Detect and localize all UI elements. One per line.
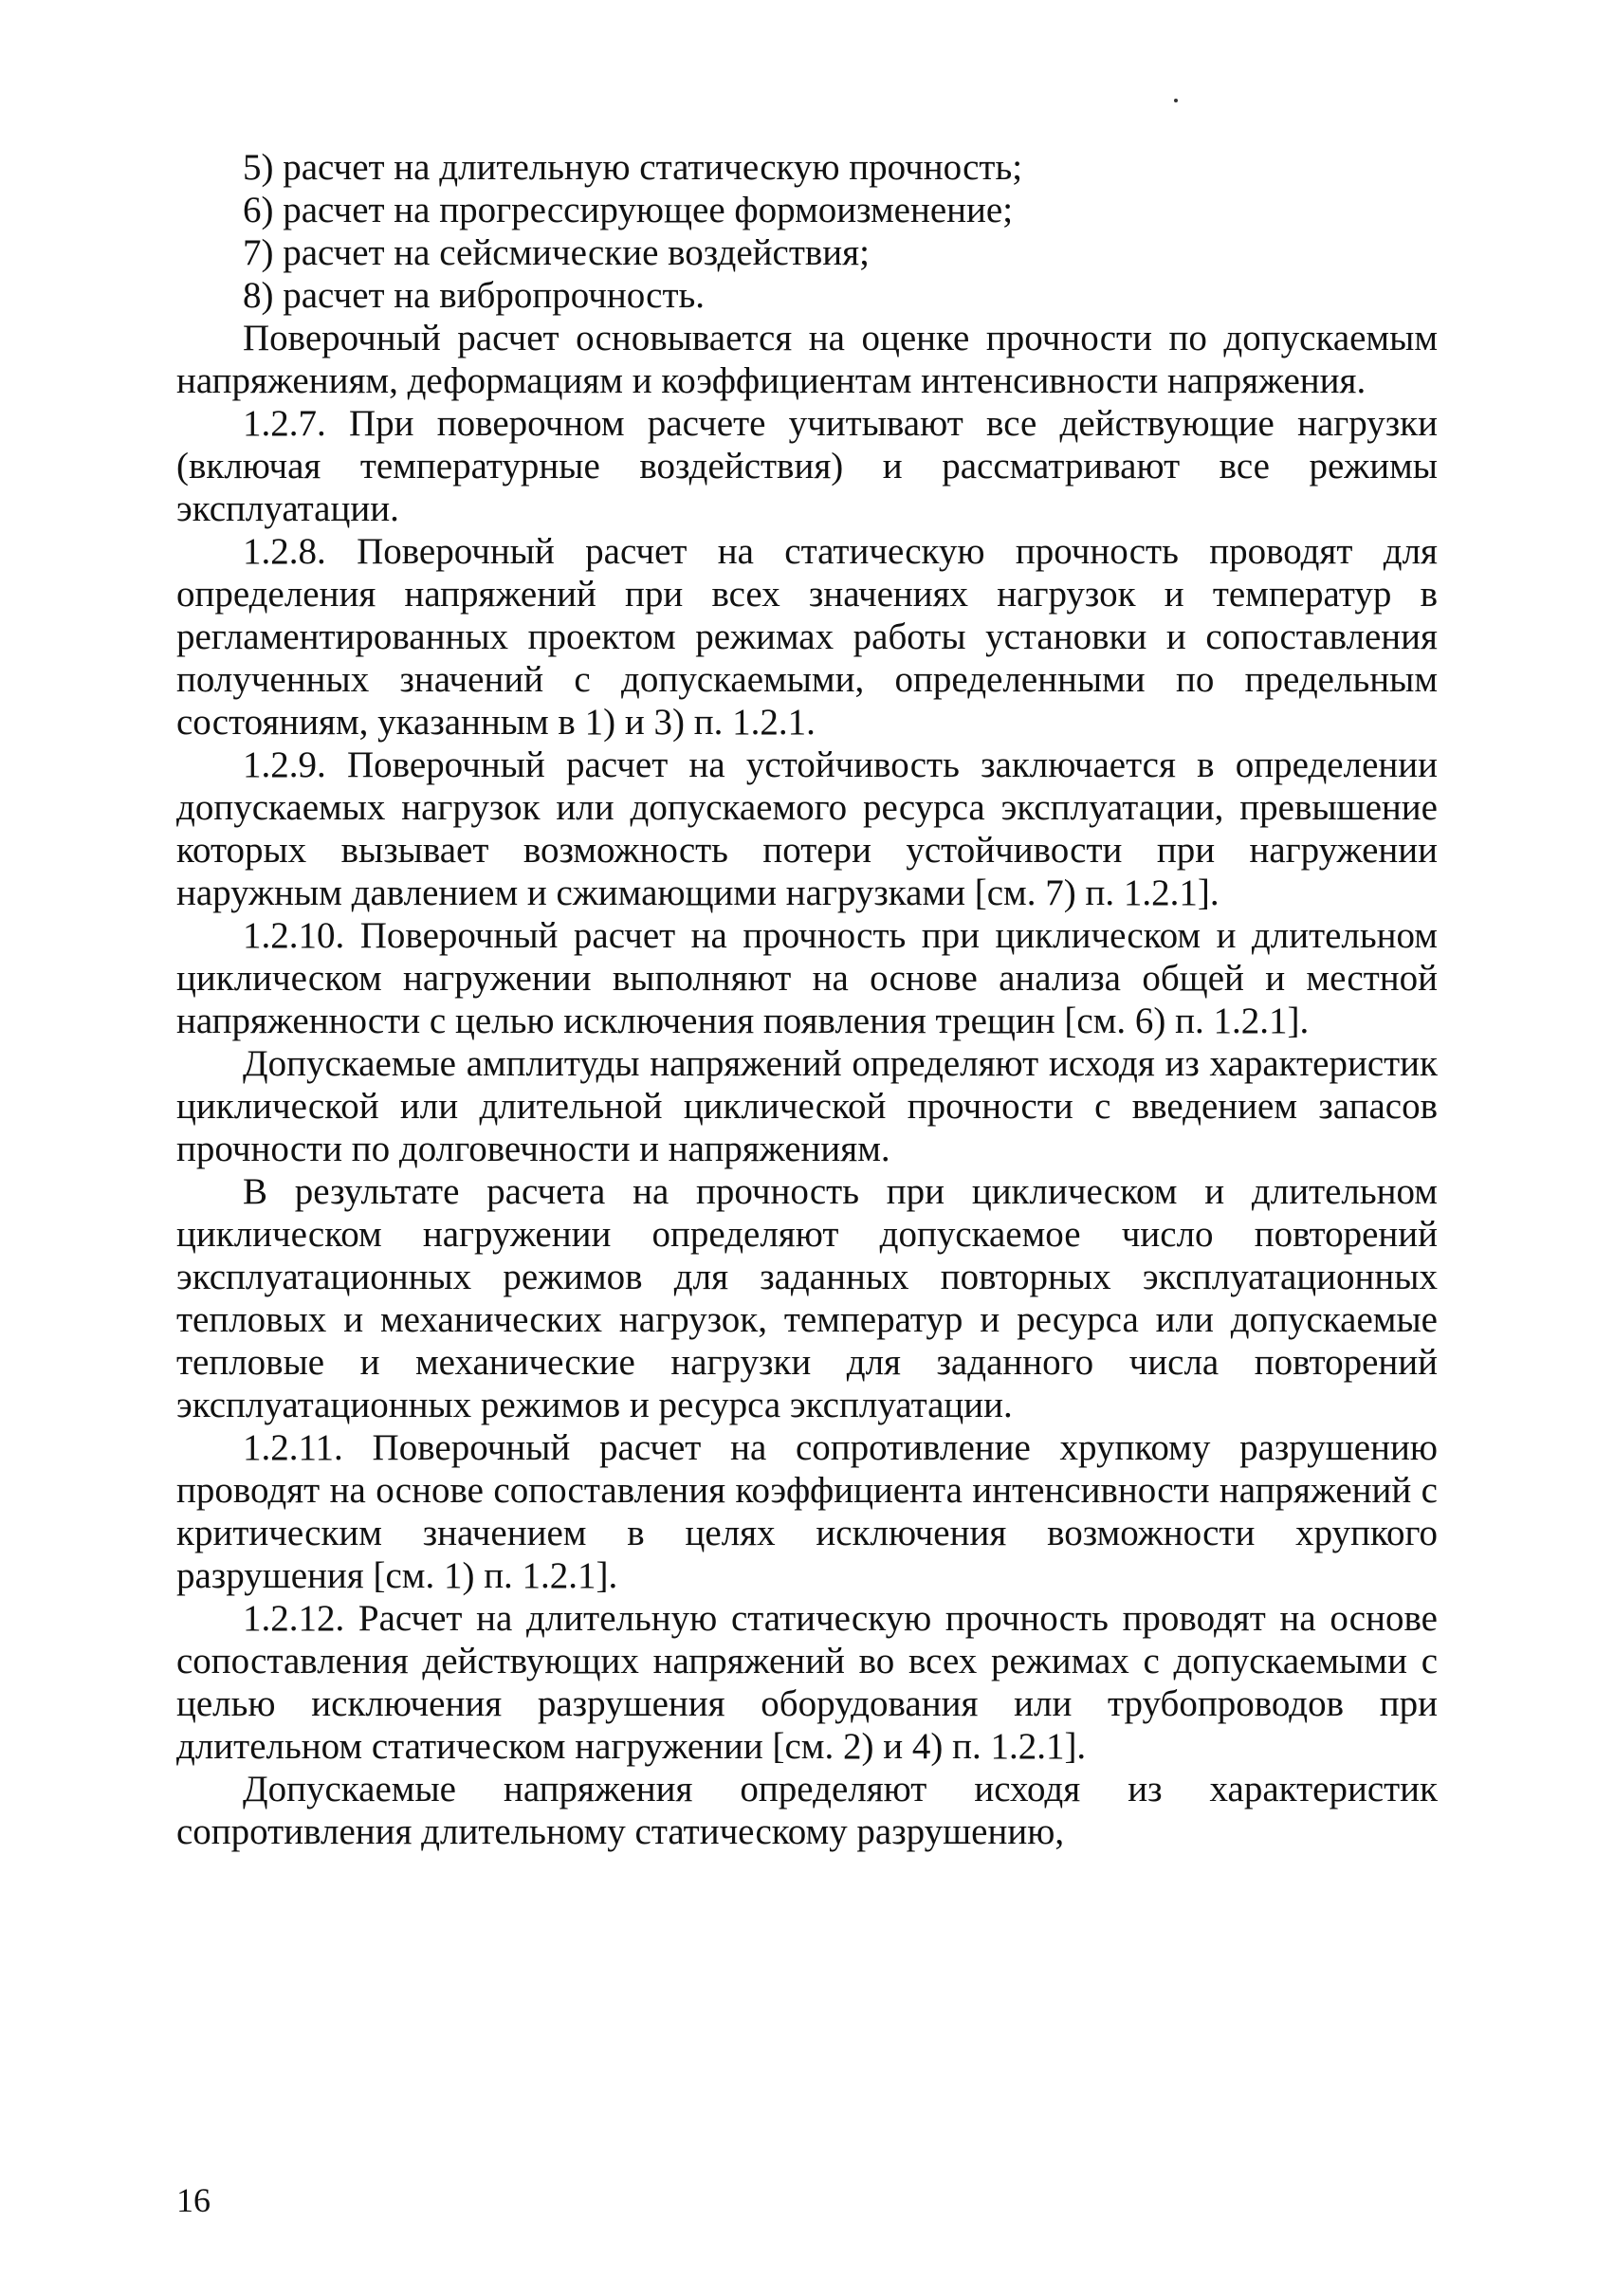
document-page <box>176 146 1438 1853</box>
paragraph-verification-basis: Поверочный расчет основывается на оценке прочности по допускаемым напряжениям, деформациям и коэффициентам интенсивности напряжения. <box>176 318 1438 401</box>
paragraph-1-2-8: 1.2.8. Поверочный расчет на статическую прочность проводят для определения напряжений при всех значениях нагрузок и температур в регламентированных проектом режимах работы установки и сопоставления полученных значений с допускаемыми, определенными по предельным состояниям, указанным в 1) и 3) п. 1.2.1. <box>176 531 1438 743</box>
paragraph-1-2-11: 1.2.11. Поверочный расчет на сопротивление хрупкому разрушению проводят на основе сопоставления коэффициента интенсивности напряжений с критическим значением в целях исключения возможности хрупкого разрушения [см. 1) п. 1.2.1]. <box>176 1427 1438 1596</box>
paragraph-1-2-12: 1.2.12. Расчет на длительную статическую прочность проводят на основе сопоставления действующих напряжений во всех режимах с допускаемыми с целью исключения разрушения оборудования или трубопроводов при длительном статическом нагружении [см. 2) и 4) п. 1.2.1]. <box>176 1598 1438 1767</box>
list-item: 8) расчет на вибропрочность. <box>243 275 706 316</box>
paragraph-1-2-10: 1.2.10. Поверочный расчет на прочность при циклическом и длительном циклическом нагружении выполняют на основе анализа общей и местной напряженности с целью исключения появления трещин [см. 6) п. 1.2.1]. <box>176 915 1438 1041</box>
list-item: 5) расчет на длительную статическую прочность; <box>243 147 1023 188</box>
list-item: 6) расчет на прогрессирующее формоизменение; <box>243 190 1014 230</box>
paragraph-allowable-amplitudes: Допускаемые амплитуды напряжений определяют исходя из характеристик циклической или длительной циклической прочности с введением запасов прочности по долговечности и напряжениям. <box>176 1043 1438 1169</box>
list-item: 7) расчет на сейсмические воздействия; <box>243 232 870 273</box>
page-number: 16 <box>176 2181 211 2219</box>
paragraph-1-2-7: 1.2.7. При поверочном расчете учитывают все действующие нагрузки (включая температурные воздействия) и рассматривают все режимы эксплуатации. <box>176 403 1438 529</box>
calculation-list <box>176 146 1438 317</box>
paragraph-cyclic-result: В результате расчета на прочность при циклическом и длительном циклическом нагружении определяют допускаемое число повторений эксплуатационных режимов для заданных повторных эксплуатационных тепловых и механических нагрузок, температур и ресурса или допускаемые тепловые и механические нагрузки для заданного числа повторений эксплуатационных режимов и ресурса эксплуатации. <box>176 1171 1438 1425</box>
paragraph-1-2-9: 1.2.9. Поверочный расчет на устойчивость заключается в определении допускаемых нагрузок или допускаемого ресурса эксплуатации, превышение которых вызывает возможность потери устойчивости при нагружении наружным давлением и сжимающими нагрузками [см. 7) п. 1.2.1]. <box>176 744 1438 913</box>
paragraph-allowable-stresses: Допускаемые напряжения определяют исходя из характеристик сопротивления длительному статическому разрушению, <box>176 1769 1438 1852</box>
scan-speck <box>1174 99 1178 102</box>
